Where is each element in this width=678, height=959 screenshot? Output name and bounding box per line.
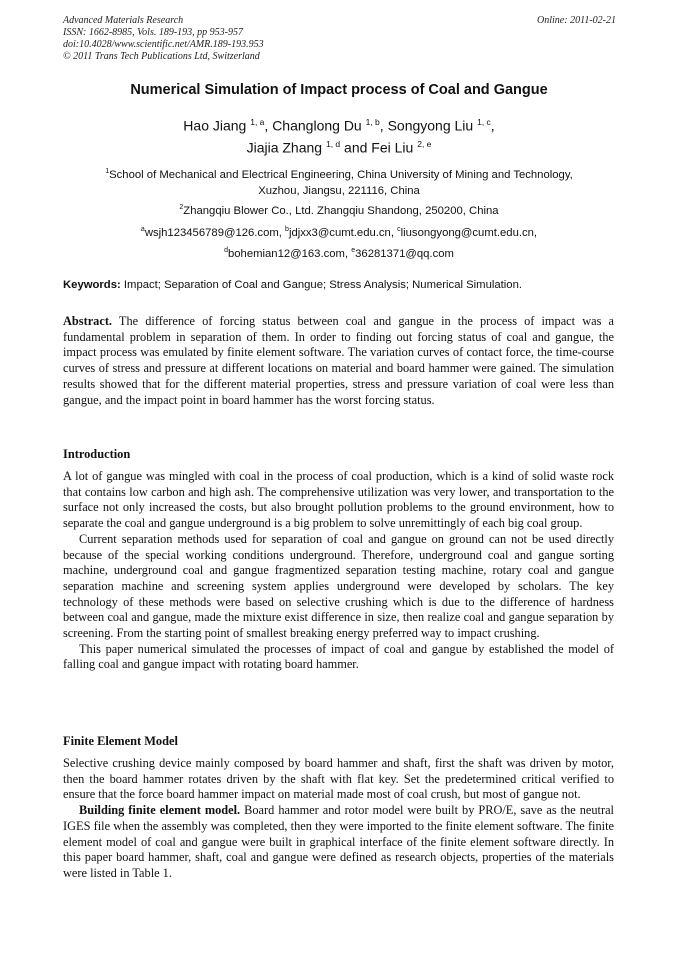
affiliation-marker: 2	[179, 204, 184, 211]
section-heading-introduction: Introduction	[63, 447, 131, 461]
author-name: , Changlong Du	[264, 117, 362, 134]
email-line-2	[0, 243, 678, 262]
author-marker: 2, e	[417, 139, 432, 149]
email-marker: d	[224, 247, 228, 254]
paragraph-text: Board hammer and rotor model were built by PRO/E, save as the neutral IGES file when the assembly was completed, then they were imported to the finite element software. The finite element model of coal and gangue were built in graphical interface of the finite element software directly. In this paper board hammer, shaft, coal and gangue were defined as research objects, properties of the materials were listed in Table 1.	[63, 803, 614, 880]
online-date: Online: 2011-02-21	[537, 15, 616, 26]
paper-title: Numerical Simulation of Impact process of Coal and Gangue	[130, 82, 548, 98]
paragraph: This paper numerical simulated the processes of impact of coal and gangue by established the model of falling coal and gangue impact with rotating board hammer.	[63, 641, 614, 672]
copyright-line: © 2011 Trans Tech Publications Ltd, Switzerland	[63, 51, 260, 62]
email-line-1	[0, 222, 678, 241]
email-address: 36281371@qq.com	[355, 247, 454, 260]
email-address: jdjxx3@cumt.edu.cn,	[288, 226, 398, 239]
email-address: wsjh123456789@126.com,	[144, 226, 286, 239]
abstract	[63, 314, 614, 408]
paragraph	[63, 803, 614, 882]
keywords-text: Impact; Separation of Coal and Gangue; Stress Analysis; Numerical Simulation.	[120, 279, 523, 291]
keywords-label: Keywords:	[63, 279, 121, 291]
keywords	[63, 279, 623, 291]
fem-body	[63, 756, 614, 882]
doi-line: doi:10.4028/www.scientific.net/AMR.189-193.953	[63, 39, 264, 50]
introduction-body	[63, 469, 614, 673]
affiliation-2	[0, 200, 678, 219]
issn-line: ISSN: 1662-8985, Vols. 189-193, pp 953-957	[63, 27, 243, 38]
journal-name: Advanced Materials Research	[63, 15, 184, 26]
email-address: bohemian12@163.com,	[227, 247, 352, 260]
abstract-label: Abstract.	[63, 314, 113, 328]
email-marker: e	[351, 247, 356, 254]
paragraph: A lot of gangue was mingled with coal in the process of coal production, which is a kind of solid waste rock that contains low carbon and high ash. The comprehensive utilization was very lower, and transportation to the surface not only increased the costs, but also brought pollution problems to the ground environment, how to separate the coal and gangue underground is a big problem to solve unremittingly of each big coal group.	[63, 469, 614, 531]
author-name: Jiajia Zhang	[246, 139, 323, 156]
author-name: , Songyong Liu	[379, 117, 474, 134]
paragraph: Selective crushing device mainly composed by board hammer and shaft, first the shaft was driven by motor, then the board hammer rotates driven by the shaft with flat key. Set the predetermined critical verified to ensure that the force board hammer impact on material made most of coal crush, but most of gangue not.	[63, 756, 614, 802]
subsection-label: Building finite element model.	[79, 803, 241, 818]
author-name: and Fei Liu	[340, 139, 414, 156]
author-separator: ,	[490, 117, 495, 134]
affiliation-text: Xuzhou, Jiangsu, 221116, China	[258, 184, 420, 197]
email-marker: c	[397, 226, 401, 233]
author-marker: 1, d	[325, 139, 341, 149]
email-address: liusongyong@cumt.edu.cn,	[400, 226, 538, 239]
author-marker: 1, a	[250, 117, 265, 127]
email-marker: b	[285, 226, 289, 233]
paragraph: Current separation methods used for separation of coal and gangue on ground can not be used directly because of the special working conditions underground. Therefore, underground coal and gangue sorting machine, underground coal and gangue fragmentized separation testing machine, rotary coal and gangue separation machine and screening system applies underground were developed by scholars. The key technology of these methods were based on selective crushing which is due to the difference of hardness between coal and gangue, made the mixture exist difference in size, then realize coal and gangue separation by screening. From the starting point of smallest breaking energy preferred way to impact crushing.	[63, 531, 614, 641]
affiliation-1	[0, 164, 678, 199]
abstract-text: The difference of forcing status between coal and gangue in the process of impact was a fundamental problem in separation of them. In order to finding out forcing status of coal and gangue, the impact process was emulated by finite element software. The variation curves of contact force, the time-course curves of stress and pressure at different locations on material and board hammer were gained. The simulation results showed that for the different material properties, stress and pressure variation of coal were less than gangue, and the impact point in board hammer has the worst forcing status.	[63, 314, 614, 407]
author-marker: 1, c	[477, 117, 491, 127]
section-heading-fem: Finite Element Model	[63, 734, 178, 748]
author-name: Hao Jiang	[183, 117, 247, 134]
author-line-2	[0, 139, 678, 156]
author-marker: 1, b	[365, 117, 380, 127]
affiliation-text: Zhangqiu Blower Co., Ltd. Zhangqiu Shandong, 250200, China	[183, 204, 499, 217]
affiliation-marker: 1	[105, 168, 110, 175]
email-marker: a	[140, 226, 145, 233]
affiliation-text: School of Mechanical and Electrical Engineering, China University of Mining and Technology,	[109, 168, 573, 181]
author-line-1	[0, 117, 678, 134]
